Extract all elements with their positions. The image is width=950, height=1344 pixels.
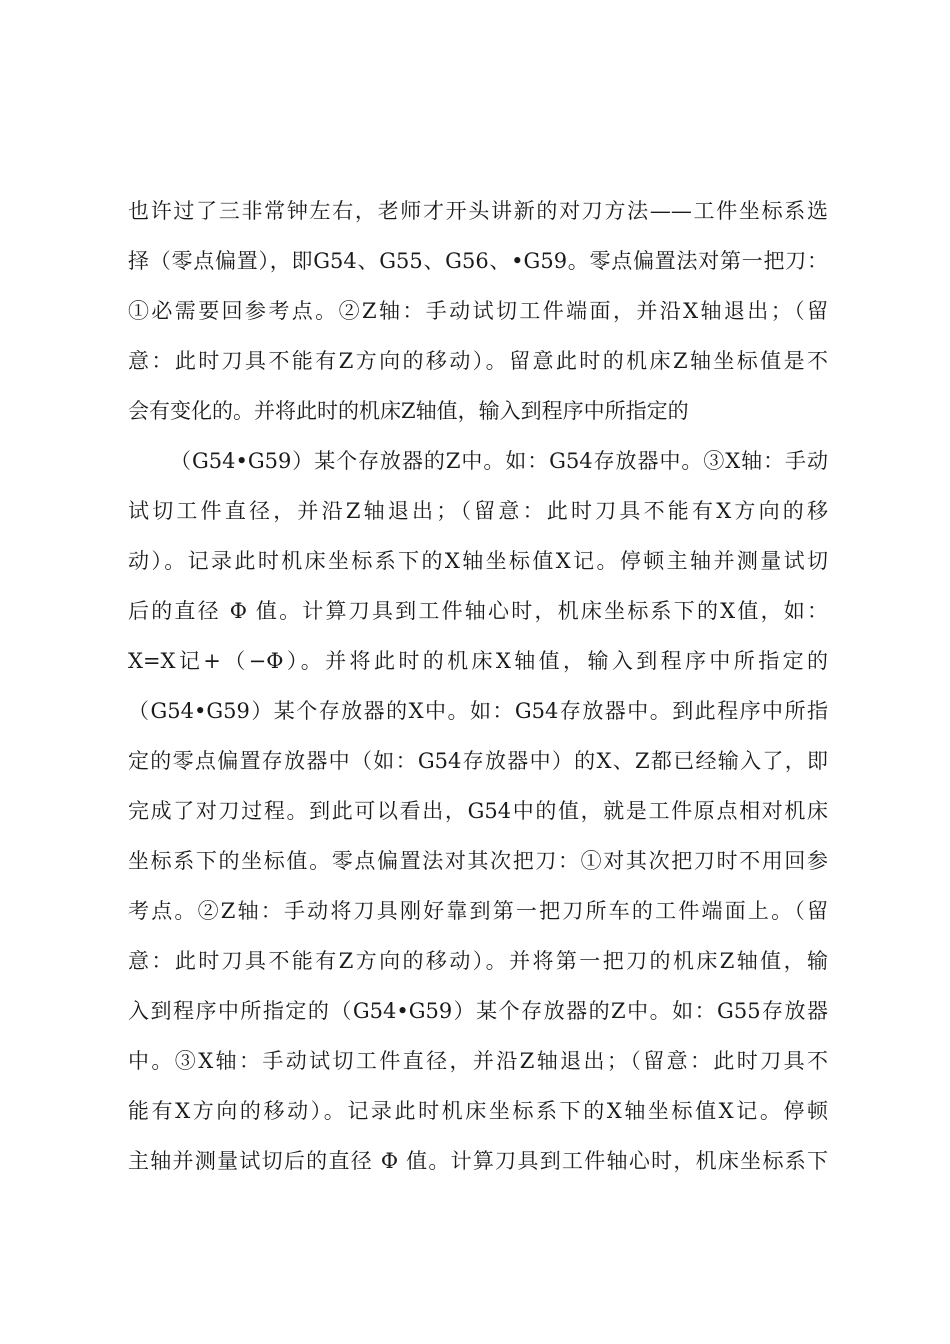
text-line: 考点。②Z轴：手动将刀具刚好靠到第一把刀所车的工件端面上。（留	[128, 899, 828, 923]
text-line: 中。③X轴：手动试切工件直径，并沿Z轴退出；（留意：此时刀具不	[128, 1049, 828, 1073]
text-line: 择（零点偏置），即G54、G55、G56、•G59。零点偏置法对第一把刀：	[128, 249, 828, 273]
text-line: 动）。记录此时机床坐标系下的X轴坐标值X记。停顿主轴并测量试切	[128, 549, 828, 573]
document-body	[128, 186, 828, 1186]
text-line: 意：此时刀具不能有Z方向的移动）。留意此时的机床Z轴坐标值是不	[128, 349, 828, 373]
text-line: 试切工件直径，并沿Z轴退出；（留意：此时刀具不能有X方向的移	[128, 499, 828, 523]
text-line: 主轴并测量试切后的直径 Φ 值。计算刀具到工件轴心时，机床坐标系下	[128, 1149, 828, 1173]
text-line: （G54•G59）某个存放器的Z中。如：G54存放器中。③X轴：手动	[170, 449, 828, 473]
text-line: 完成了对刀过程。到此可以看出，G54中的值，就是工件原点相对机床	[128, 799, 828, 823]
text-line: X=X记+（−Φ）。并将此时的机床X轴值，输入到程序中所指定的	[128, 649, 828, 673]
text-line: 坐标系下的坐标值。零点偏置法对其次把刀：①对其次把刀时不用回参	[128, 849, 828, 873]
text-line: 入到程序中所指定的（G54•G59）某个存放器的Z中。如：G55存放器	[128, 999, 828, 1023]
text-line: 后的直径 Φ 值。计算刀具到工件轴心时，机床坐标系下的X值，如：	[128, 599, 828, 623]
text-line: （G54•G59）某个存放器的X中。如：G54存放器中。到此程序中所指	[128, 699, 828, 723]
text-line: 定的零点偏置存放器中（如：G54存放器中）的X、Z都已经输入了，即	[128, 749, 828, 773]
text-line: 会有变化的。并将此时的机床Z轴值，输入到程序中所指定的	[128, 399, 689, 423]
text-line: 能有X方向的移动）。记录此时机床坐标系下的X轴坐标值X记。停顿	[128, 1099, 828, 1123]
text-line: 意：此时刀具不能有Z方向的移动）。并将第一把刀的机床Z轴值，输	[128, 949, 828, 973]
text-line: ①必需要回参考点。②Z轴：手动试切工件端面，并沿X轴退出；（留	[128, 299, 828, 323]
text-line: 也许过了三非常钟左右，老师才开头讲新的对刀方法——工件坐标系选	[128, 199, 828, 223]
